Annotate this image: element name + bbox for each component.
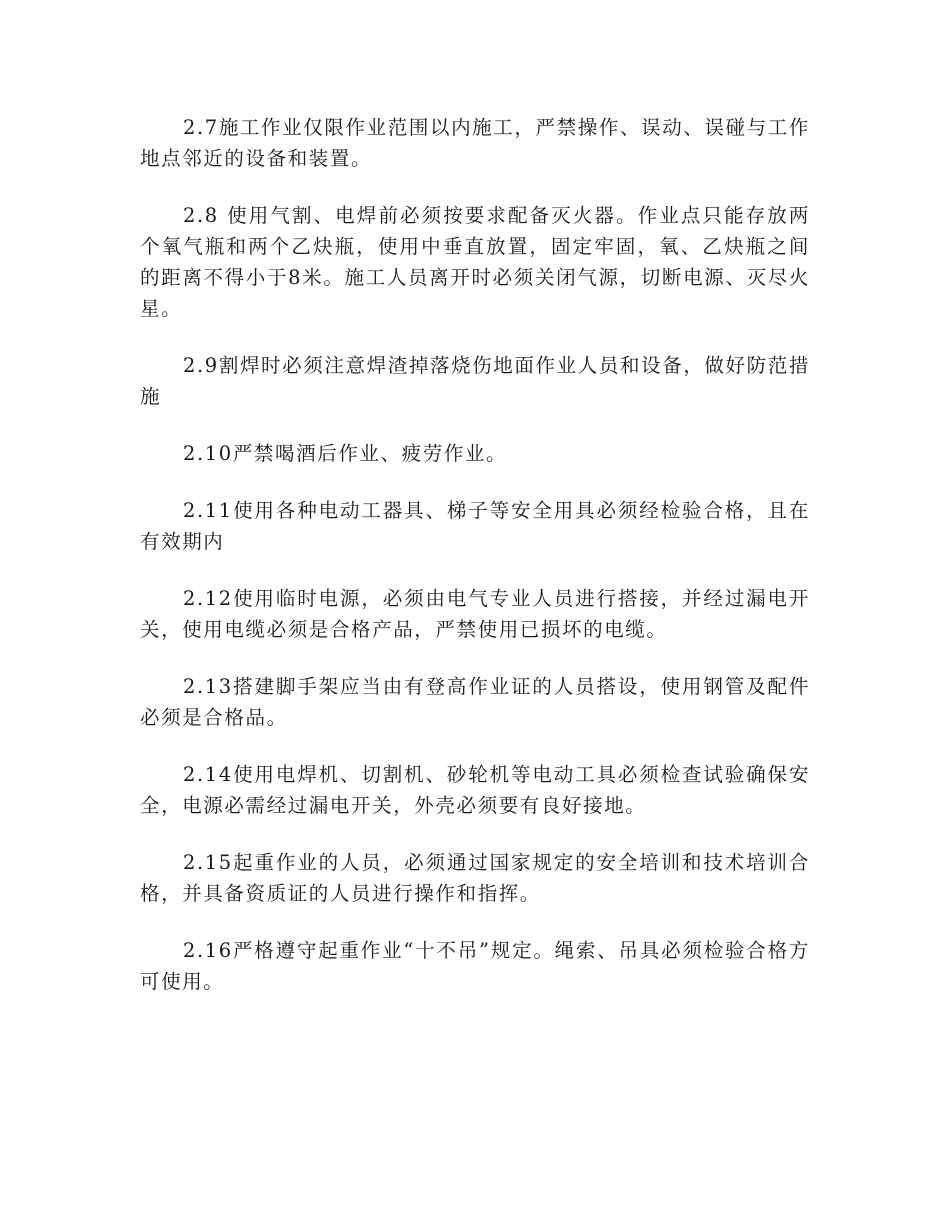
- paragraph-2-10: 2.10严禁喝酒后作业、疲劳作业。: [183, 442, 508, 465]
- paragraph-2-9: 2.9割焊时必须注意焊渣掉落烧伤地面作业人员和设备，做好防范措施: [140, 354, 810, 408]
- paragraph-2-7: 2.7施工作业仅限作业范围以内施工，严禁操作、误动、误碰与工作地点邻近的设备和装置。: [140, 116, 810, 170]
- paragraph-2-13: 2.13搭建脚手架应当由有登高作业证的人员搭设，使用钢管及配件必须是合格品。: [140, 675, 810, 729]
- paragraph-2-8: 2.8 使用气割、电焊前必须按要求配备灭火器。作业点只能存放两个氧气瓶和两个乙炔瓶，使用中垂直放置，固定牢固，氧、乙炔瓶之间的距离不得小于8米。施工人员离开时必须关闭气源，切断电源、灭尽火星。: [140, 204, 810, 320]
- document-body: [140, 112, 810, 1023]
- paragraph-2-15: 2.15起重作业的人员，必须通过国家规定的安全培训和技术培训合格，并具备资质证的人员进行操作和指挥。: [140, 851, 810, 905]
- paragraph-2-14: 2.14使用电焊机、切割机、砂轮机等电动工具必须检查试验确保安全，电源必需经过漏电开关，外壳必须要有良好接地。: [140, 763, 810, 817]
- paragraph-2-12: 2.12使用临时电源，必须由电气专业人员进行搭接，并经过漏电开关，使用电缆必须是合格产品，严禁使用已损坏的电缆。: [140, 587, 810, 641]
- paragraph-2-16: 2.16严格遵守起重作业“十不吊”规定。绳索、吊具必须检验合格方可使用。: [140, 939, 810, 993]
- paragraph-2-11: 2.11使用各种电动工器具、梯子等安全用具必须经检验合格，且在有效期内: [140, 499, 810, 553]
